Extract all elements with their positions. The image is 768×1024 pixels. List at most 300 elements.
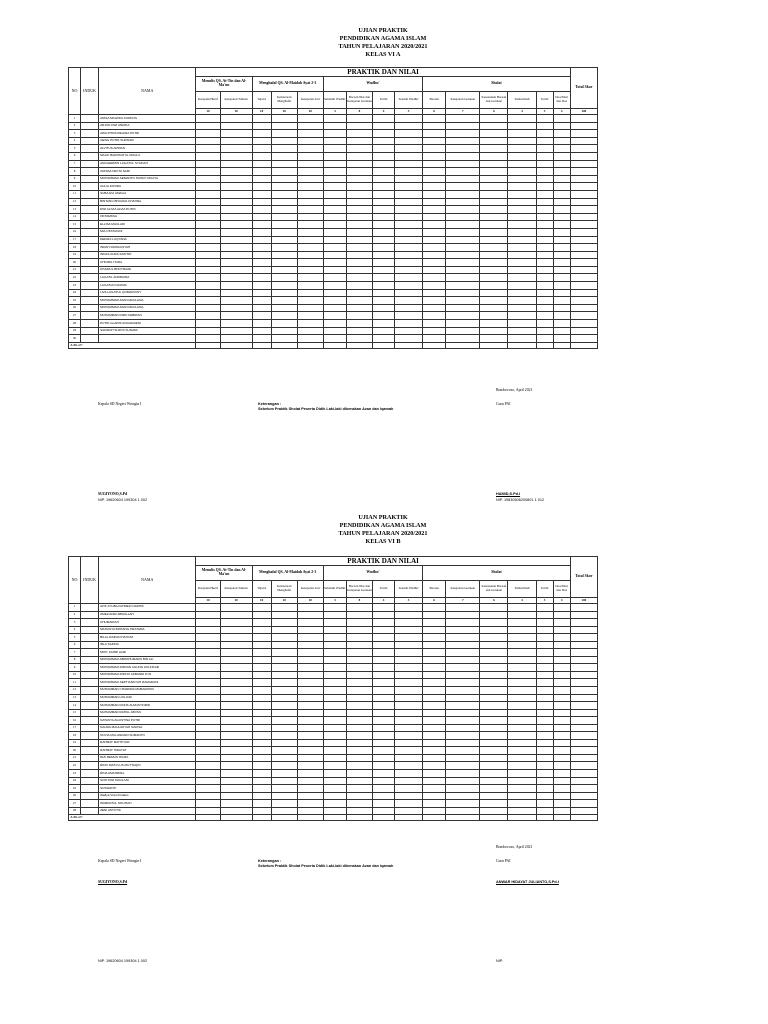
score-cell[interactable] — [423, 800, 446, 808]
score-cell[interactable] — [196, 312, 220, 320]
score-cell[interactable] — [297, 649, 323, 657]
score-cell[interactable] — [372, 175, 394, 183]
score-cell[interactable] — [297, 800, 323, 808]
score-cell[interactable] — [252, 274, 271, 282]
score-cell[interactable] — [570, 213, 597, 221]
score-cell[interactable] — [220, 762, 252, 770]
score-cell[interactable] — [553, 152, 570, 160]
score-cell[interactable] — [346, 785, 372, 793]
score-cell[interactable] — [297, 717, 323, 725]
score-cell[interactable] — [297, 221, 323, 229]
score-cell[interactable] — [271, 679, 297, 687]
score-cell[interactable] — [323, 702, 346, 710]
score-cell[interactable] — [553, 297, 570, 305]
score-cell[interactable] — [423, 634, 446, 642]
score-cell[interactable] — [271, 792, 297, 800]
score-cell[interactable] — [570, 777, 597, 785]
score-cell[interactable] — [196, 327, 220, 335]
score-cell[interactable] — [536, 297, 553, 305]
score-cell[interactable] — [508, 228, 536, 236]
score-cell[interactable] — [323, 244, 346, 252]
induk-cell[interactable] — [81, 297, 99, 305]
score-cell[interactable] — [536, 739, 553, 747]
score-cell[interactable] — [297, 656, 323, 664]
score-cell[interactable] — [346, 641, 372, 649]
score-cell[interactable] — [480, 289, 508, 297]
score-cell[interactable] — [346, 807, 372, 815]
score-cell[interactable] — [297, 236, 323, 244]
score-cell[interactable] — [323, 335, 346, 343]
score-cell[interactable] — [271, 130, 297, 138]
score-cell[interactable] — [508, 800, 536, 808]
score-cell[interactable] — [346, 770, 372, 778]
induk-cell[interactable] — [81, 327, 99, 335]
score-cell[interactable] — [196, 777, 220, 785]
score-cell[interactable] — [323, 282, 346, 290]
score-cell[interactable] — [423, 762, 446, 770]
score-cell[interactable] — [446, 619, 480, 627]
score-cell[interactable] — [480, 800, 508, 808]
score-cell[interactable] — [446, 611, 480, 619]
score-cell[interactable] — [220, 656, 252, 664]
score-cell[interactable] — [323, 130, 346, 138]
induk-cell[interactable] — [81, 122, 99, 130]
induk-cell[interactable] — [81, 732, 99, 740]
score-cell[interactable] — [252, 145, 271, 153]
score-cell[interactable] — [480, 770, 508, 778]
score-cell[interactable] — [196, 747, 220, 755]
score-cell[interactable] — [297, 641, 323, 649]
score-cell[interactable] — [508, 175, 536, 183]
score-cell[interactable] — [372, 274, 394, 282]
score-cell[interactable] — [553, 236, 570, 244]
induk-cell[interactable] — [81, 183, 99, 191]
score-cell[interactable] — [536, 709, 553, 717]
score-cell[interactable] — [446, 137, 480, 145]
induk-cell[interactable] — [81, 228, 99, 236]
score-cell[interactable] — [423, 183, 446, 191]
score-cell[interactable] — [395, 335, 423, 343]
score-cell[interactable] — [395, 327, 423, 335]
score-cell[interactable] — [480, 739, 508, 747]
score-cell[interactable] — [220, 777, 252, 785]
score-cell[interactable] — [372, 702, 394, 710]
score-cell[interactable] — [196, 289, 220, 297]
score-cell[interactable] — [553, 312, 570, 320]
score-cell[interactable] — [508, 304, 536, 312]
score-cell[interactable] — [553, 137, 570, 145]
score-cell[interactable] — [423, 320, 446, 328]
score-cell[interactable] — [252, 183, 271, 191]
sum-cell[interactable] — [323, 342, 346, 348]
score-cell[interactable] — [423, 190, 446, 198]
score-cell[interactable] — [271, 137, 297, 145]
score-cell[interactable] — [553, 168, 570, 176]
score-cell[interactable] — [570, 626, 597, 634]
score-cell[interactable] — [570, 702, 597, 710]
score-cell[interactable] — [297, 754, 323, 762]
score-cell[interactable] — [553, 687, 570, 695]
sum-cell[interactable] — [536, 815, 553, 821]
score-cell[interactable] — [480, 671, 508, 679]
score-cell[interactable] — [570, 664, 597, 672]
score-cell[interactable] — [346, 687, 372, 695]
score-cell[interactable] — [553, 327, 570, 335]
score-cell[interactable] — [423, 626, 446, 634]
score-cell[interactable] — [220, 244, 252, 252]
score-cell[interactable] — [220, 282, 252, 290]
score-cell[interactable] — [480, 687, 508, 695]
score-cell[interactable] — [220, 274, 252, 282]
score-cell[interactable] — [508, 709, 536, 717]
score-cell[interactable] — [508, 213, 536, 221]
score-cell[interactable] — [346, 152, 372, 160]
score-cell[interactable] — [323, 694, 346, 702]
score-cell[interactable] — [395, 724, 423, 732]
score-cell[interactable] — [570, 327, 597, 335]
score-cell[interactable] — [252, 800, 271, 808]
score-cell[interactable] — [395, 792, 423, 800]
score-cell[interactable] — [323, 327, 346, 335]
score-cell[interactable] — [323, 762, 346, 770]
score-cell[interactable] — [446, 160, 480, 168]
score-cell[interactable] — [196, 130, 220, 138]
score-cell[interactable] — [536, 160, 553, 168]
score-cell[interactable] — [372, 754, 394, 762]
induk-cell[interactable] — [81, 236, 99, 244]
score-cell[interactable] — [372, 304, 394, 312]
induk-cell[interactable] — [81, 694, 99, 702]
induk-cell[interactable] — [81, 221, 99, 229]
induk-cell[interactable] — [81, 702, 99, 710]
score-cell[interactable] — [271, 807, 297, 815]
score-cell[interactable] — [372, 739, 394, 747]
score-cell[interactable] — [395, 168, 423, 176]
score-cell[interactable] — [346, 732, 372, 740]
score-cell[interactable] — [252, 626, 271, 634]
score-cell[interactable] — [297, 687, 323, 695]
score-cell[interactable] — [508, 777, 536, 785]
score-cell[interactable] — [536, 792, 553, 800]
score-cell[interactable] — [323, 320, 346, 328]
score-cell[interactable] — [395, 717, 423, 725]
induk-cell[interactable] — [81, 717, 99, 725]
score-cell[interactable] — [346, 168, 372, 176]
sum-cell[interactable] — [553, 342, 570, 348]
score-cell[interactable] — [480, 694, 508, 702]
score-cell[interactable] — [508, 244, 536, 252]
score-cell[interactable] — [570, 130, 597, 138]
score-cell[interactable] — [395, 206, 423, 214]
score-cell[interactable] — [252, 664, 271, 672]
score-cell[interactable] — [480, 335, 508, 343]
score-cell[interactable] — [196, 282, 220, 290]
score-cell[interactable] — [446, 754, 480, 762]
score-cell[interactable] — [323, 251, 346, 259]
score-cell[interactable] — [196, 137, 220, 145]
induk-cell[interactable] — [81, 649, 99, 657]
sum-cell[interactable] — [508, 815, 536, 821]
score-cell[interactable] — [220, 611, 252, 619]
score-cell[interactable] — [323, 213, 346, 221]
score-cell[interactable] — [372, 800, 394, 808]
score-cell[interactable] — [252, 619, 271, 627]
sum-cell[interactable] — [446, 342, 480, 348]
score-cell[interactable] — [323, 137, 346, 145]
score-cell[interactable] — [536, 634, 553, 642]
score-cell[interactable] — [220, 206, 252, 214]
induk-cell[interactable] — [81, 785, 99, 793]
score-cell[interactable] — [271, 739, 297, 747]
score-cell[interactable] — [536, 800, 553, 808]
score-cell[interactable] — [220, 145, 252, 153]
score-cell[interactable] — [480, 656, 508, 664]
score-cell[interactable] — [423, 792, 446, 800]
score-cell[interactable] — [196, 739, 220, 747]
induk-cell[interactable] — [81, 152, 99, 160]
score-cell[interactable] — [446, 236, 480, 244]
score-cell[interactable] — [508, 702, 536, 710]
score-cell[interactable] — [480, 762, 508, 770]
score-cell[interactable] — [297, 228, 323, 236]
sum-cell[interactable] — [395, 342, 423, 348]
score-cell[interactable] — [553, 190, 570, 198]
score-cell[interactable] — [423, 694, 446, 702]
sum-cell[interactable] — [553, 815, 570, 821]
score-cell[interactable] — [346, 656, 372, 664]
score-cell[interactable] — [395, 702, 423, 710]
score-cell[interactable] — [346, 274, 372, 282]
score-cell[interactable] — [480, 206, 508, 214]
score-cell[interactable] — [446, 206, 480, 214]
score-cell[interactable] — [553, 320, 570, 328]
score-cell[interactable] — [252, 611, 271, 619]
score-cell[interactable] — [508, 694, 536, 702]
score-cell[interactable] — [271, 198, 297, 206]
score-cell[interactable] — [271, 687, 297, 695]
score-cell[interactable] — [271, 236, 297, 244]
score-cell[interactable] — [570, 634, 597, 642]
score-cell[interactable] — [508, 611, 536, 619]
score-cell[interactable] — [446, 282, 480, 290]
score-cell[interactable] — [220, 115, 252, 123]
score-cell[interactable] — [323, 687, 346, 695]
score-cell[interactable] — [196, 694, 220, 702]
score-cell[interactable] — [570, 717, 597, 725]
score-cell[interactable] — [423, 747, 446, 755]
score-cell[interactable] — [570, 175, 597, 183]
score-cell[interactable] — [297, 739, 323, 747]
score-cell[interactable] — [395, 289, 423, 297]
score-cell[interactable] — [536, 198, 553, 206]
score-cell[interactable] — [553, 274, 570, 282]
score-cell[interactable] — [508, 739, 536, 747]
score-cell[interactable] — [297, 213, 323, 221]
score-cell[interactable] — [508, 206, 536, 214]
score-cell[interactable] — [423, 282, 446, 290]
score-cell[interactable] — [323, 656, 346, 664]
score-cell[interactable] — [372, 289, 394, 297]
score-cell[interactable] — [196, 259, 220, 267]
score-cell[interactable] — [252, 289, 271, 297]
score-cell[interactable] — [395, 213, 423, 221]
score-cell[interactable] — [395, 739, 423, 747]
score-cell[interactable] — [508, 634, 536, 642]
score-cell[interactable] — [395, 274, 423, 282]
score-cell[interactable] — [480, 244, 508, 252]
score-cell[interactable] — [372, 168, 394, 176]
score-cell[interactable] — [346, 611, 372, 619]
score-cell[interactable] — [570, 122, 597, 130]
induk-cell[interactable] — [81, 213, 99, 221]
score-cell[interactable] — [271, 335, 297, 343]
score-cell[interactable] — [423, 221, 446, 229]
score-cell[interactable] — [323, 724, 346, 732]
score-cell[interactable] — [271, 604, 297, 612]
score-cell[interactable] — [196, 206, 220, 214]
score-cell[interactable] — [346, 221, 372, 229]
score-cell[interactable] — [536, 679, 553, 687]
score-cell[interactable] — [220, 785, 252, 793]
score-cell[interactable] — [480, 312, 508, 320]
score-cell[interactable] — [372, 777, 394, 785]
score-cell[interactable] — [196, 304, 220, 312]
score-cell[interactable] — [536, 251, 553, 259]
sum-cell[interactable] — [220, 815, 252, 821]
score-cell[interactable] — [220, 297, 252, 305]
score-cell[interactable] — [480, 190, 508, 198]
score-cell[interactable] — [252, 679, 271, 687]
score-cell[interactable] — [323, 160, 346, 168]
score-cell[interactable] — [323, 115, 346, 123]
score-cell[interactable] — [536, 266, 553, 274]
score-cell[interactable] — [423, 732, 446, 740]
score-cell[interactable] — [508, 236, 536, 244]
score-cell[interactable] — [570, 709, 597, 717]
score-cell[interactable] — [480, 785, 508, 793]
score-cell[interactable] — [423, 785, 446, 793]
score-cell[interactable] — [297, 137, 323, 145]
score-cell[interactable] — [553, 709, 570, 717]
score-cell[interactable] — [553, 762, 570, 770]
score-cell[interactable] — [271, 611, 297, 619]
score-cell[interactable] — [446, 266, 480, 274]
score-cell[interactable] — [196, 198, 220, 206]
score-cell[interactable] — [508, 641, 536, 649]
score-cell[interactable] — [323, 206, 346, 214]
induk-cell[interactable] — [81, 168, 99, 176]
score-cell[interactable] — [570, 694, 597, 702]
score-cell[interactable] — [480, 304, 508, 312]
score-cell[interactable] — [271, 641, 297, 649]
score-cell[interactable] — [553, 160, 570, 168]
score-cell[interactable] — [508, 130, 536, 138]
score-cell[interactable] — [323, 190, 346, 198]
score-cell[interactable] — [536, 122, 553, 130]
score-cell[interactable] — [536, 175, 553, 183]
score-cell[interactable] — [220, 687, 252, 695]
score-cell[interactable] — [346, 251, 372, 259]
score-cell[interactable] — [570, 236, 597, 244]
score-cell[interactable] — [220, 335, 252, 343]
score-cell[interactable] — [196, 770, 220, 778]
score-cell[interactable] — [480, 282, 508, 290]
score-cell[interactable] — [536, 732, 553, 740]
score-cell[interactable] — [220, 724, 252, 732]
score-cell[interactable] — [346, 739, 372, 747]
score-cell[interactable] — [446, 694, 480, 702]
score-cell[interactable] — [297, 792, 323, 800]
score-cell[interactable] — [297, 160, 323, 168]
score-cell[interactable] — [480, 641, 508, 649]
score-cell[interactable] — [553, 739, 570, 747]
score-cell[interactable] — [196, 604, 220, 612]
score-cell[interactable] — [372, 251, 394, 259]
score-cell[interactable] — [480, 152, 508, 160]
score-cell[interactable] — [423, 717, 446, 725]
score-cell[interactable] — [446, 671, 480, 679]
score-cell[interactable] — [536, 687, 553, 695]
score-cell[interactable] — [271, 266, 297, 274]
score-cell[interactable] — [252, 221, 271, 229]
sum-cell[interactable] — [196, 342, 220, 348]
score-cell[interactable] — [446, 604, 480, 612]
score-cell[interactable] — [323, 679, 346, 687]
score-cell[interactable] — [297, 709, 323, 717]
score-cell[interactable] — [570, 641, 597, 649]
score-cell[interactable] — [395, 694, 423, 702]
score-cell[interactable] — [196, 244, 220, 252]
score-cell[interactable] — [570, 679, 597, 687]
score-cell[interactable] — [536, 664, 553, 672]
score-cell[interactable] — [395, 312, 423, 320]
score-cell[interactable] — [446, 122, 480, 130]
score-cell[interactable] — [271, 634, 297, 642]
score-cell[interactable] — [536, 221, 553, 229]
score-cell[interactable] — [372, 656, 394, 664]
score-cell[interactable] — [271, 754, 297, 762]
score-cell[interactable] — [297, 807, 323, 815]
score-cell[interactable] — [323, 304, 346, 312]
score-cell[interactable] — [553, 807, 570, 815]
induk-cell[interactable] — [81, 244, 99, 252]
score-cell[interactable] — [553, 641, 570, 649]
sum-cell[interactable] — [480, 342, 508, 348]
score-cell[interactable] — [570, 160, 597, 168]
score-cell[interactable] — [480, 747, 508, 755]
induk-cell[interactable] — [81, 777, 99, 785]
score-cell[interactable] — [446, 762, 480, 770]
score-cell[interactable] — [423, 244, 446, 252]
score-cell[interactable] — [196, 709, 220, 717]
induk-cell[interactable] — [81, 656, 99, 664]
score-cell[interactable] — [220, 702, 252, 710]
score-cell[interactable] — [536, 304, 553, 312]
score-cell[interactable] — [271, 282, 297, 290]
score-cell[interactable] — [196, 160, 220, 168]
score-cell[interactable] — [423, 649, 446, 657]
score-cell[interactable] — [446, 213, 480, 221]
score-cell[interactable] — [553, 145, 570, 153]
score-cell[interactable] — [446, 634, 480, 642]
score-cell[interactable] — [372, 717, 394, 725]
score-cell[interactable] — [346, 762, 372, 770]
score-cell[interactable] — [508, 137, 536, 145]
score-cell[interactable] — [297, 266, 323, 274]
score-cell[interactable] — [372, 709, 394, 717]
score-cell[interactable] — [220, 619, 252, 627]
score-cell[interactable] — [423, 807, 446, 815]
